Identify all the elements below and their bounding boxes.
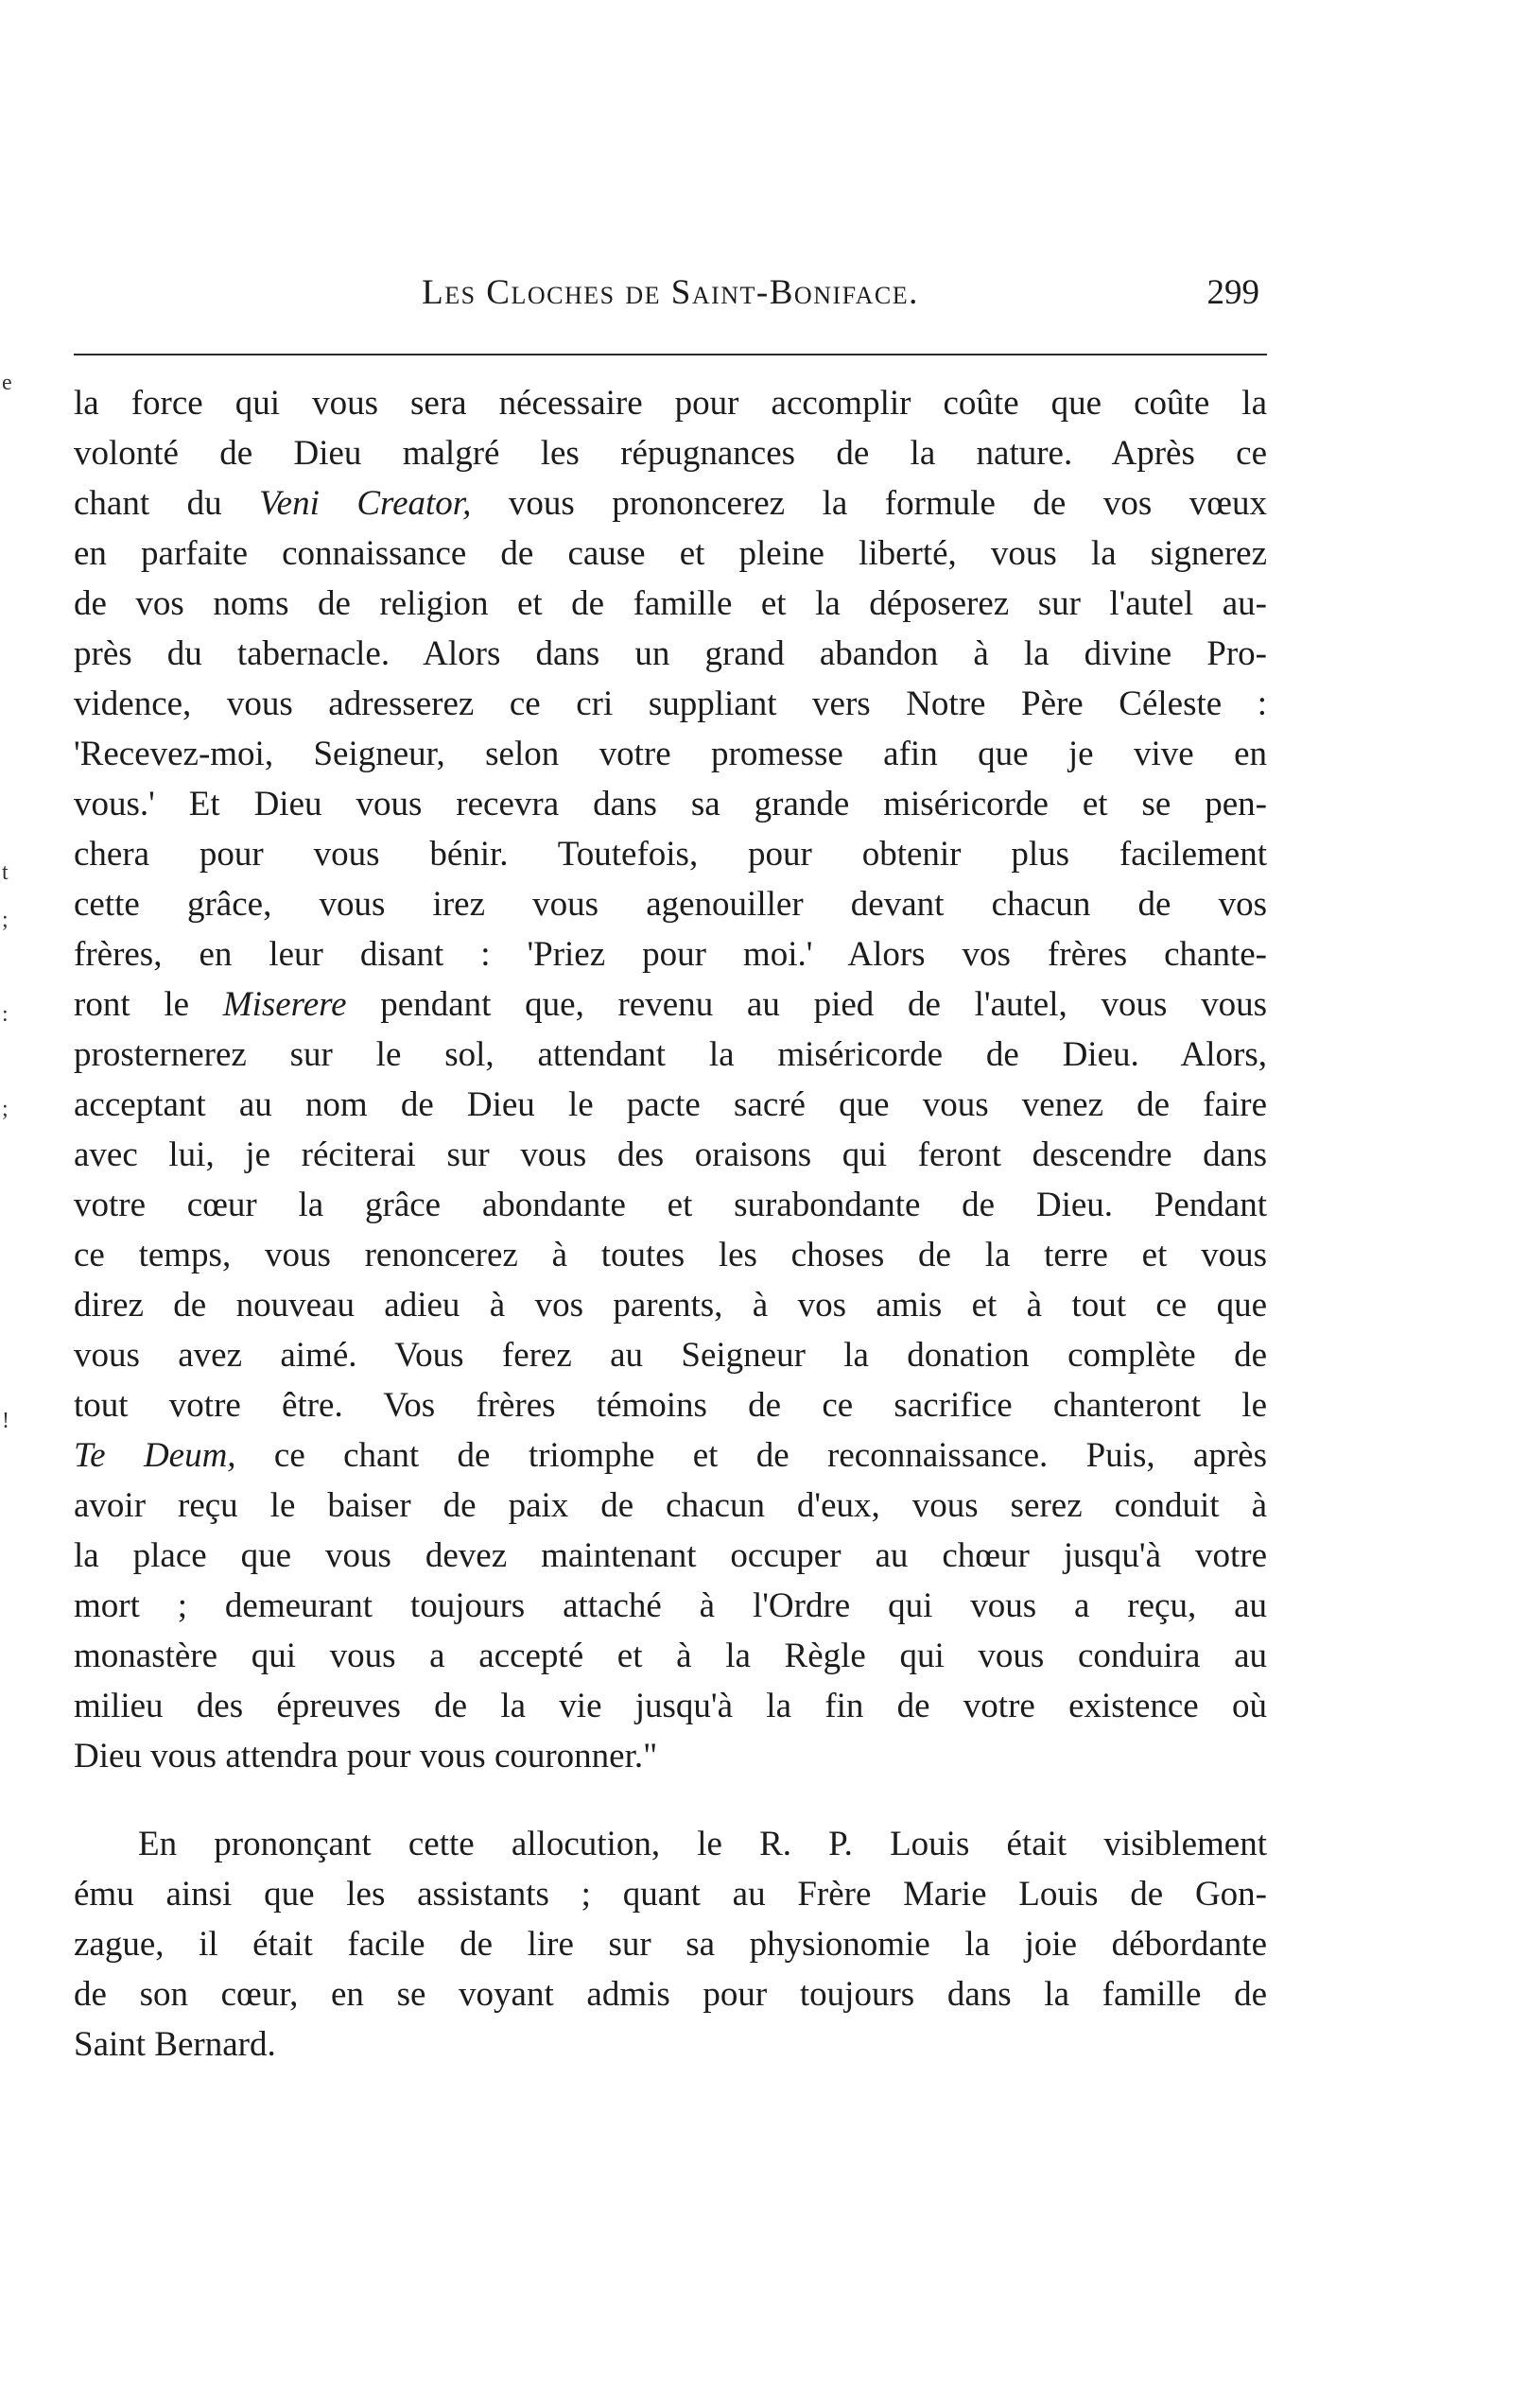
- italic-title: Miserere: [222, 985, 347, 1024]
- text-line: prosternerez sur le sol, attendant la miséricorde de Dieu. Alors,: [74, 1035, 1267, 1074]
- text-line: monastère qui vous a accepté et à la Règle qui vous conduira au: [74, 1637, 1267, 1675]
- text-line: de vos noms de religion et de famille et la déposerez sur l'autel au-: [74, 584, 1267, 623]
- margin-mark: e: [2, 371, 12, 395]
- margin-bleed-marks: [0, 0, 28, 2408]
- margin-mark: ;: [2, 1097, 9, 1121]
- margin-mark: t: [2, 860, 9, 885]
- text-line: Dieu vous attendra pour vous couronner.": [74, 1737, 658, 1776]
- text-line: tout votre être. Vos frères témoins de ce sacrifice chanteront le: [74, 1386, 1267, 1425]
- body-text: [74, 378, 1267, 2070]
- paragraph-1: [74, 378, 1267, 1781]
- text-line: avec lui, je réciterai sur vous des oraisons qui feront descendre dans: [74, 1135, 1267, 1174]
- text-line: cette grâce, vous irez vous agenouiller devant chacun de vos: [74, 885, 1267, 924]
- text-line: volonté de Dieu malgré les répugnances de la nature. Après ce: [74, 434, 1267, 473]
- page-number: 299: [1206, 273, 1259, 312]
- text-run: ront le: [74, 985, 223, 1024]
- text-line: direz de nouveau adieu à vos parents, à vos amis et à tout ce que: [74, 1286, 1267, 1325]
- text-run: pendant que, revenu au pied de l'autel, vous vous: [346, 985, 1267, 1024]
- text-line: en parfaite connaissance de cause et pleine liberté, vous la signerez: [74, 534, 1267, 573]
- text-run: vous prononcerez la formule de vos vœux: [471, 484, 1267, 523]
- italic-title: Veni Creator,: [259, 484, 472, 523]
- text-line: [74, 478, 1267, 528]
- text-line: frères, en leur disant : 'Priez pour moi.' Alors vos frères chante-: [74, 935, 1267, 974]
- text-line: ce temps, vous renoncerez à toutes les choses de la terre et vous: [74, 1236, 1267, 1274]
- margin-mark: !: [2, 1409, 9, 1433]
- text-line: la place que vous devez maintenant occuper au chœur jusqu'à votre: [74, 1536, 1267, 1575]
- text-line: mort ; demeurant toujours attaché à l'Ordre qui vous a reçu, au: [74, 1586, 1267, 1625]
- italic-title: Te Deum,: [74, 1436, 236, 1475]
- text-line: avoir reçu le baiser de paix de chacun d'eux, vous serez conduit à: [74, 1486, 1267, 1525]
- text-line: près du tabernacle. Alors dans un grand abandon à la divine Pro-: [74, 634, 1267, 673]
- text-line: [74, 979, 1267, 1030]
- text-line: chera pour vous bénir. Toutefois, pour obtenir plus facilement: [74, 835, 1267, 874]
- margin-mark: :: [2, 1002, 9, 1027]
- text-line: En prononçant cette allocution, le R. P. Louis était visiblement: [138, 1825, 1267, 1863]
- text-line: 'Recevez-moi, Seigneur, selon votre promesse afin que je vive en: [74, 735, 1267, 773]
- text-line: vous avez aimé. Vous ferez au Seigneur la donation complète de: [74, 1336, 1267, 1375]
- text-run: chant du: [74, 484, 260, 523]
- running-title: Les Cloches de Saint-Boniface.: [422, 273, 919, 312]
- paragraph-2: [74, 1819, 1267, 2070]
- text-line: ému ainsi que les assistants ; quant au Frère Marie Louis de Gon-: [74, 1875, 1267, 1914]
- margin-mark: ;: [2, 908, 9, 932]
- text-line: votre cœur la grâce abondante et surabondante de Dieu. Pendant: [74, 1186, 1267, 1224]
- text-line: la force qui vous sera nécessaire pour accomplir coûte que coûte la: [74, 384, 1267, 423]
- text-line: milieu des épreuves de la vie jusqu'à la fin de votre existence où: [74, 1687, 1267, 1725]
- text-line: de son cœur, en se voyant admis pour toujours dans la famille de: [74, 1975, 1267, 2014]
- header-rule: [74, 354, 1267, 355]
- running-head: [74, 267, 1267, 323]
- text-line: vidence, vous adresserez ce cri suppliant vers Notre Père Céleste :: [74, 684, 1267, 723]
- text-line: acceptant au nom de Dieu le pacte sacré que vous venez de faire: [74, 1085, 1267, 1124]
- text-run: ce chant de triomphe et de reconnaissance. Puis, après: [235, 1436, 1267, 1475]
- text-line: zague, il était facile de lire sur sa physionomie la joie débordante: [74, 1925, 1267, 1964]
- text-line: vous.' Et Dieu vous recevra dans sa grande miséricorde et se pen-: [74, 785, 1267, 823]
- text-line: Saint Bernard.: [74, 2025, 276, 2064]
- text-line: [74, 1430, 1267, 1481]
